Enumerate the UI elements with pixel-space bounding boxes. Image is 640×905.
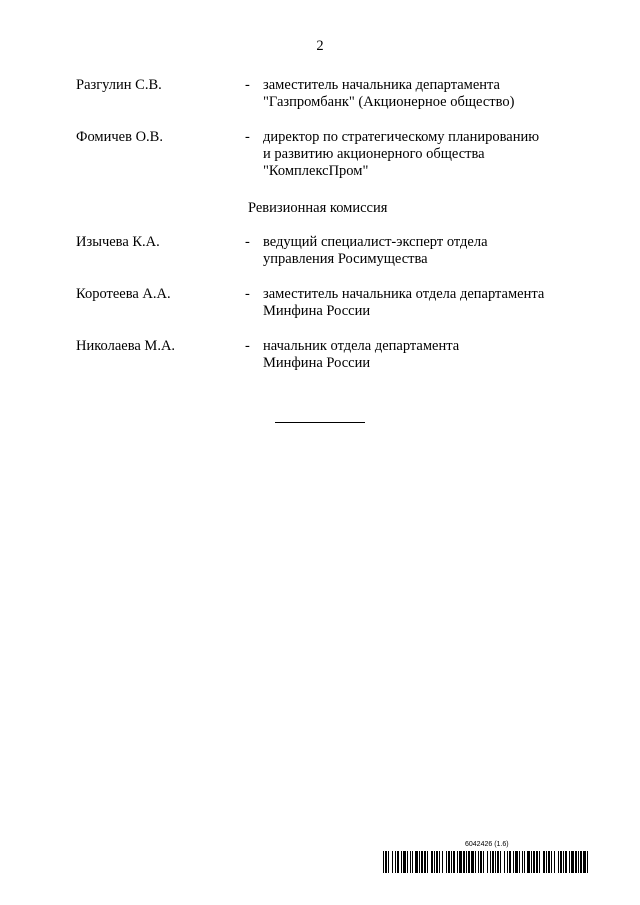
barcode-bar: [536, 851, 538, 873]
barcode-bar: [504, 851, 505, 873]
position-line: начальник отдела департамента: [263, 338, 460, 354]
barcode-bar: [558, 851, 559, 873]
barcode-bar: [457, 851, 458, 873]
position-line: заместитель начальника департамента: [263, 77, 500, 93]
position-line: "КомплексПром": [263, 163, 369, 179]
barcode-bar: [543, 851, 545, 873]
barcode-bar: [531, 851, 532, 873]
barcode-bar: [515, 851, 518, 873]
member-dash: -: [245, 234, 250, 250]
barcode-bar: [551, 851, 552, 873]
barcode-bar: [466, 851, 467, 873]
barcode-bar: [507, 851, 508, 873]
member-dash: -: [245, 77, 250, 93]
position-line: Минфина России: [263, 355, 371, 371]
barcode-bar: [487, 851, 488, 873]
barcode-bar: [560, 851, 562, 873]
member-name: Коротеева А.А.: [76, 286, 171, 302]
document-code: 6042426 (1.6): [465, 841, 509, 848]
barcode-bar: [463, 851, 465, 873]
position-line: заместитель начальника отдела департамента: [263, 286, 545, 302]
barcode-bar: [546, 851, 547, 873]
barcode-bar: [578, 851, 579, 873]
member-name: Николаева М.А.: [76, 338, 176, 354]
barcode-bar: [569, 851, 570, 873]
barcode-bar: [407, 851, 408, 873]
barcode-bar: [483, 851, 484, 873]
barcode-bar: [434, 851, 435, 873]
barcode-bar: [436, 851, 438, 873]
barcode-bar: [554, 851, 555, 873]
member-name: Разгулин С.В.: [76, 77, 162, 93]
barcode-bar: [575, 851, 577, 873]
barcode-bar: [451, 851, 452, 873]
position-line: Минфина России: [263, 303, 371, 319]
barcode-bar: [415, 851, 418, 873]
barcode-bar: [519, 851, 520, 873]
barcode-bar: [427, 851, 428, 873]
barcode-bar: [459, 851, 462, 873]
member-position: [263, 286, 544, 320]
barcode-bar: [497, 851, 499, 873]
member-position: [263, 77, 514, 111]
position-line: управления Росимущества: [263, 251, 428, 267]
barcode-bar: [385, 851, 387, 873]
barcode-bar: [522, 851, 523, 873]
page-number: 2: [316, 38, 324, 54]
barcode-bar: [439, 851, 440, 873]
barcode-bar: [424, 851, 426, 873]
barcode-bar: [548, 851, 550, 873]
barcode-bar: [431, 851, 433, 873]
barcode-bar: [539, 851, 540, 873]
barcode-bar: [392, 851, 393, 873]
barcode-bar: [509, 851, 511, 873]
barcode: [383, 851, 589, 873]
position-line: директор по стратегическому планированию: [263, 129, 540, 145]
barcode-bar: [448, 851, 450, 873]
barcode-bar: [580, 851, 582, 873]
barcode-bar: [500, 851, 501, 873]
position-line: "Газпромбанк" (Акционерное общество): [263, 94, 515, 110]
section-heading-audit-commission: Ревизионная комиссия: [248, 200, 388, 216]
barcode-bar: [446, 851, 447, 873]
barcode-bar: [388, 851, 389, 873]
barcode-bar: [421, 851, 423, 873]
barcode-bar: [442, 851, 443, 873]
barcode-bar: [495, 851, 496, 873]
barcode-bar: [492, 851, 494, 873]
barcode-bar: [533, 851, 535, 873]
barcode-bar: [565, 851, 567, 873]
member-name: Фомичев О.В.: [76, 129, 163, 145]
barcode-bar: [383, 851, 384, 873]
member-dash: -: [245, 129, 250, 145]
barcode-bar: [527, 851, 530, 873]
barcode-bar: [490, 851, 491, 873]
position-line: ведущий специалист-эксперт отдела: [263, 234, 488, 250]
barcode-bar: [513, 851, 514, 873]
member-position: [263, 129, 539, 180]
barcode-bar: [401, 851, 402, 873]
member-dash: -: [245, 286, 250, 302]
barcode-bar: [471, 851, 474, 873]
barcode-bar: [419, 851, 420, 873]
barcode-bar: [478, 851, 479, 873]
barcode-bar: [475, 851, 476, 873]
barcode-bar: [563, 851, 564, 873]
end-separator-line: [275, 422, 365, 423]
member-position: [263, 234, 488, 268]
barcode-bar: [468, 851, 470, 873]
member-dash: -: [245, 338, 250, 354]
member-name: Изычева К.А.: [76, 234, 160, 250]
barcode-bar: [571, 851, 574, 873]
barcode-bar: [480, 851, 482, 873]
barcode-bar: [583, 851, 586, 873]
barcode-bar: [397, 851, 399, 873]
barcode-bar: [410, 851, 411, 873]
barcode-bar: [524, 851, 525, 873]
barcode-bar: [403, 851, 406, 873]
position-line: и развитию акционерного общества: [263, 146, 485, 162]
member-position: [263, 338, 459, 372]
barcode-bar: [587, 851, 588, 873]
barcode-bar: [412, 851, 413, 873]
barcode-bar: [453, 851, 455, 873]
barcode-bar: [395, 851, 396, 873]
